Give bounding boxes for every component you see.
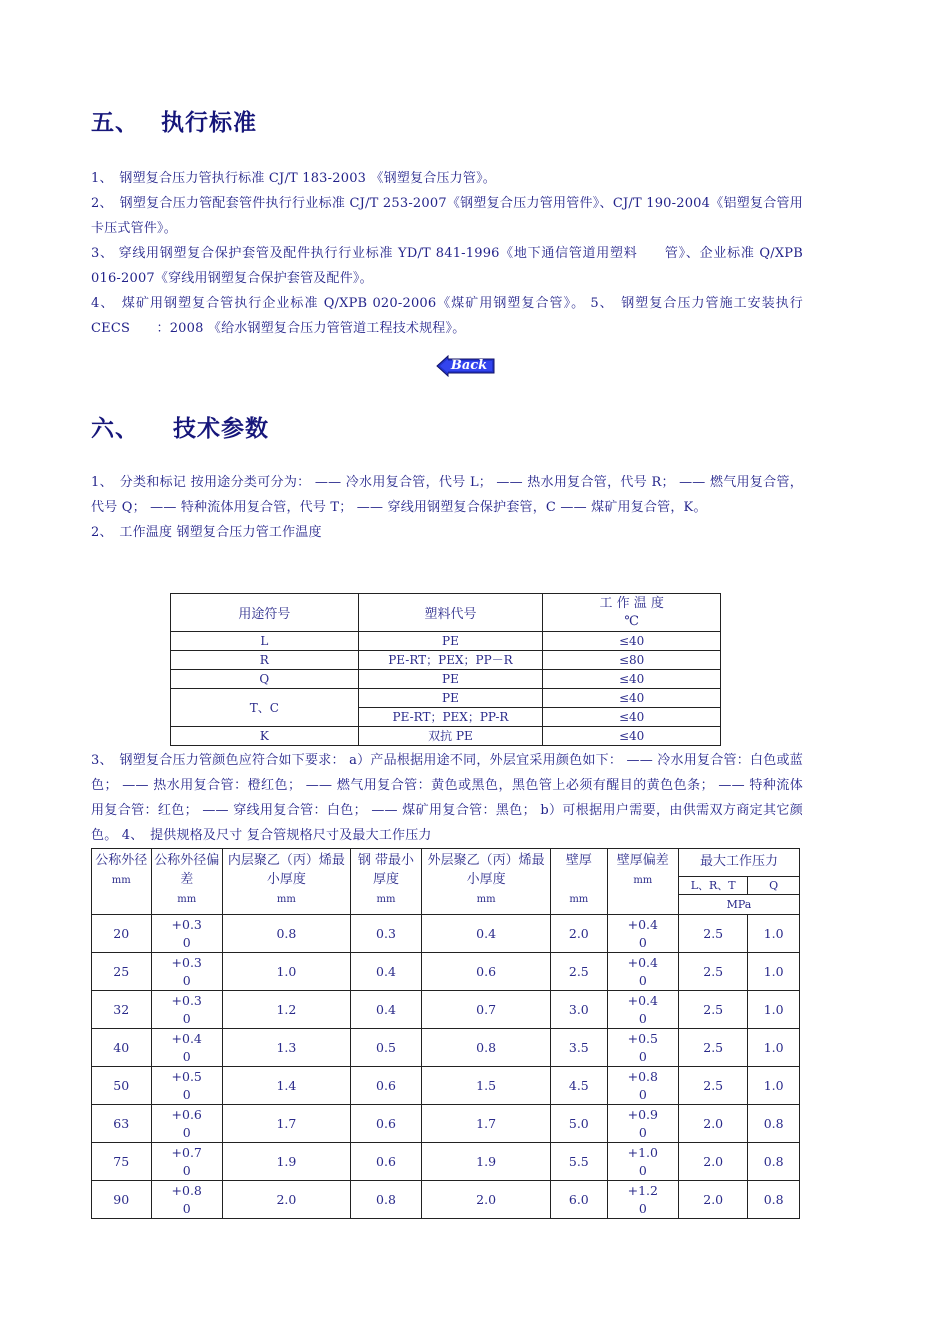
inner-cell: 1.9	[222, 1143, 350, 1181]
wall-cell: 5.5	[551, 1143, 608, 1181]
od-cell: 90	[92, 1181, 152, 1219]
p-q-cell: 0.8	[748, 1105, 800, 1143]
table-row: K 双抗 PE ≤40	[171, 727, 721, 746]
outer-cell: 0.4	[422, 915, 551, 953]
standard-item-1: 1、 钢塑复合压力管执行标准 CJ/T 183-2003 《钢塑复合压力管》。	[91, 171, 496, 186]
col-nominal-od: 公称外径 mm	[92, 849, 152, 915]
wall-tolerance-cell: +1.0 0	[607, 1143, 678, 1181]
col-working-temp: 工 作 温 度 ℃	[543, 594, 721, 632]
col-outer-layer: 外层聚乙（丙）烯最小厚度 mm	[422, 849, 551, 915]
table-row	[92, 1029, 800, 1067]
standard-item-2: 2、 钢塑复合压力管配套管件执行行业标准 CJ/T 253-2007《钢塑复合压力管用管件》、CJ/T 190-2004《铝塑复合管用卡压式管件》。	[91, 196, 803, 236]
p-q-cell: 1.0	[748, 953, 800, 991]
od-tolerance-cell: +0.4 0	[151, 1029, 222, 1067]
wall-cell: 5.0	[551, 1105, 608, 1143]
color-paragraph: 3、 钢塑复合压力管颜色应符合如下要求： a）产品根据用途不同，外层宜采用颜色如下： —— 冷水用复合管：白色或蓝色； —— 热水用复合管：橙红色； —— 燃气用复合管：黄色或黑色，黑色管上必须有醒目的黄色色条； —— 特种流体用复合管：红色； —— 穿线用复合管：白色； —— 煤矿用复合管：黑色； b）可根据用户需要，由供需双方商定其它颜色。 4、 提供规格及尺寸 复合管规格尺寸及最大工作压力	[91, 753, 803, 843]
wall-tolerance-cell: +0.4 0	[607, 991, 678, 1029]
p-lrt-cell: 2.5	[679, 1029, 748, 1067]
pressure-unit: MPa	[679, 895, 800, 915]
od-cell: 63	[92, 1105, 152, 1143]
wall-tolerance-cell: +0.5 0	[607, 1029, 678, 1067]
section-5-list	[91, 166, 803, 341]
p-q-cell: 1.0	[748, 915, 800, 953]
steel-cell: 0.6	[350, 1105, 421, 1143]
wall-tolerance-cell: +0.9 0	[607, 1105, 678, 1143]
temperature-paragraph: 2、 工作温度 钢塑复合压力管工作温度	[91, 525, 322, 540]
table-header-row	[92, 849, 800, 877]
table-row: PE-RT；PEX；PP-R ≤40	[171, 708, 721, 727]
outer-cell: 1.5	[422, 1067, 551, 1105]
size-pressure-table	[91, 848, 800, 1219]
table-row	[92, 1105, 800, 1143]
section-5-number: 五、	[91, 110, 139, 136]
inner-cell: 1.3	[222, 1029, 350, 1067]
outer-cell: 1.9	[422, 1143, 551, 1181]
standard-item-4: 4、 煤矿用钢塑复合管执行企业标准 Q/XPB 020-2006《煤矿用钢塑复合管》。 5、 钢塑复合压力管施工安装执行 CECS ：2008 《给水钢塑复合压力管管道工程技术规程》。	[91, 296, 803, 336]
table-row: R PE-RT；PEX；PP－R ≤80	[171, 651, 721, 670]
col-plastic-code: 塑料代号	[358, 594, 543, 632]
section-6-heading	[91, 410, 269, 443]
col-inner-layer: 内层聚乙（丙）烯最小厚度 mm	[222, 849, 350, 915]
col-pressure-lrt: L、R、T	[679, 877, 748, 895]
classification-paragraph: 1、 分类和标记 按用途分类可分为： —— 冷水用复合管，代号 L； —— 热水用复合管，代号 R； —— 燃气用复合管，代号 Q； —— 特种流体用复合管，代号 T； —— 穿线用钢塑复合保护套管，C —— 煤矿用复合管，K。	[91, 475, 803, 515]
col-steel-band: 钢 带最小厚度 mm	[350, 849, 421, 915]
od-cell: 50	[92, 1067, 152, 1105]
steel-cell: 0.4	[350, 953, 421, 991]
od-tolerance-cell: +0.8 0	[151, 1181, 222, 1219]
wall-cell: 2.0	[551, 915, 608, 953]
od-cell: 20	[92, 915, 152, 953]
od-cell: 25	[92, 953, 152, 991]
steel-cell: 0.6	[350, 1067, 421, 1105]
size-table-body	[92, 915, 800, 1219]
table-row	[92, 915, 800, 953]
od-cell: 75	[92, 1143, 152, 1181]
steel-cell: 0.5	[350, 1029, 421, 1067]
wall-cell: 2.5	[551, 953, 608, 991]
table-row	[92, 953, 800, 991]
od-cell: 40	[92, 1029, 152, 1067]
outer-cell: 0.7	[422, 991, 551, 1029]
section-6-intro	[91, 470, 803, 545]
table-row: T、C PE ≤40	[171, 689, 721, 708]
col-max-pressure: 最大工作压力	[679, 849, 800, 877]
steel-cell: 0.8	[350, 1181, 421, 1219]
section-6-title: 技术参数	[173, 416, 269, 442]
p-lrt-cell: 2.5	[679, 915, 748, 953]
wall-cell: 3.5	[551, 1029, 608, 1067]
table-row	[92, 1181, 800, 1219]
col-pressure-q: Q	[748, 877, 800, 895]
p-lrt-cell: 2.5	[679, 1067, 748, 1105]
wall-tolerance-cell: +0.8 0	[607, 1067, 678, 1105]
steel-cell: 0.6	[350, 1143, 421, 1181]
p-q-cell: 0.8	[748, 1181, 800, 1219]
od-tolerance-cell: +0.5 0	[151, 1067, 222, 1105]
p-lrt-cell: 2.5	[679, 953, 748, 991]
inner-cell: 0.8	[222, 915, 350, 953]
p-q-cell: 1.0	[748, 1029, 800, 1067]
steel-cell: 0.4	[350, 991, 421, 1029]
section-5-title: 执行标准	[161, 110, 257, 136]
back-button-label: Back	[450, 358, 488, 373]
col-usage-code: 用途符号	[171, 594, 359, 632]
inner-cell: 1.7	[222, 1105, 350, 1143]
inner-cell: 1.2	[222, 991, 350, 1029]
working-temperature-table	[170, 593, 721, 746]
steel-cell: 0.3	[350, 915, 421, 953]
color-requirements	[91, 748, 803, 848]
wall-tolerance-cell: +1.2 0	[607, 1181, 678, 1219]
p-q-cell: 1.0	[748, 1067, 800, 1105]
table-row: Q PE ≤40	[171, 670, 721, 689]
inner-cell: 1.0	[222, 953, 350, 991]
od-tolerance-cell: +0.3 0	[151, 991, 222, 1029]
od-tolerance-cell: +0.7 0	[151, 1143, 222, 1181]
p-lrt-cell: 2.0	[679, 1105, 748, 1143]
p-lrt-cell: 2.5	[679, 991, 748, 1029]
table-header-row	[171, 594, 721, 632]
standard-item-3: 3、 穿线用钢塑复合保护套管及配件执行行业标准 YD/T 841-1996《地下通信管道用塑料 管》、企业标准 Q/XPB 016-2007《穿线用钢塑复合保护套管及配件》。	[91, 246, 803, 286]
od-tolerance-cell: +0.6 0	[151, 1105, 222, 1143]
section-5-heading	[91, 104, 257, 137]
outer-cell: 0.8	[422, 1029, 551, 1067]
p-lrt-cell: 2.0	[679, 1181, 748, 1219]
wall-tolerance-cell: +0.4 0	[607, 953, 678, 991]
od-tolerance-cell: +0.3 0	[151, 915, 222, 953]
inner-cell: 2.0	[222, 1181, 350, 1219]
od-tolerance-cell: +0.3 0	[151, 953, 222, 991]
back-button[interactable]	[436, 355, 496, 377]
outer-cell: 1.7	[422, 1105, 551, 1143]
od-cell: 32	[92, 991, 152, 1029]
table-row: L PE ≤40	[171, 632, 721, 651]
wall-cell: 3.0	[551, 991, 608, 1029]
p-q-cell: 0.8	[748, 1143, 800, 1181]
table-row	[92, 991, 800, 1029]
table-row	[92, 1067, 800, 1105]
section-6-number: 六、	[91, 416, 139, 442]
p-lrt-cell: 2.0	[679, 1143, 748, 1181]
col-wall-tolerance: 壁厚偏差 mm	[607, 849, 678, 915]
inner-cell: 1.4	[222, 1067, 350, 1105]
outer-cell: 0.6	[422, 953, 551, 991]
p-q-cell: 1.0	[748, 991, 800, 1029]
wall-cell: 4.5	[551, 1067, 608, 1105]
col-od-tolerance: 公称外径偏差 mm	[151, 849, 222, 915]
wall-tolerance-cell: +0.4 0	[607, 915, 678, 953]
table-row	[92, 1143, 800, 1181]
wall-cell: 6.0	[551, 1181, 608, 1219]
outer-cell: 2.0	[422, 1181, 551, 1219]
col-wall: 壁厚 mm	[551, 849, 608, 915]
